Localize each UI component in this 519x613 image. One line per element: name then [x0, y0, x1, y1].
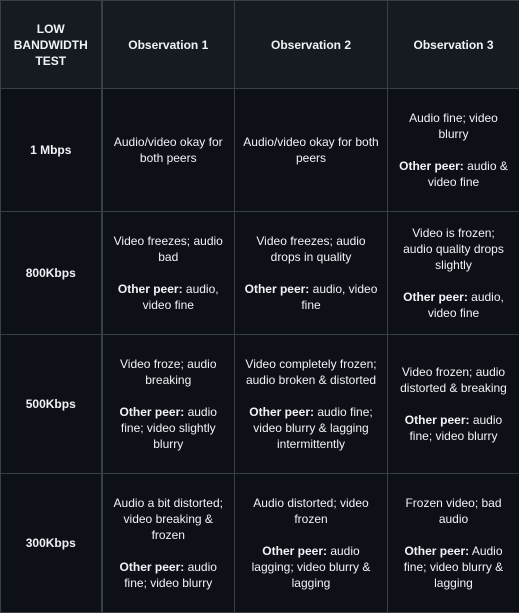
- table-cell: [102, 212, 235, 335]
- cell-peer-text: [396, 289, 511, 321]
- table-row: [1, 89, 519, 212]
- peer-label: Other peer:: [404, 544, 469, 558]
- header-observation-1: Observation 1: [102, 1, 235, 89]
- table-cell: [388, 335, 519, 474]
- cell-peer-text: [109, 404, 229, 452]
- peer-value: audio & video fine: [428, 159, 508, 189]
- peer-value: audio fine; video slightly blurry: [121, 405, 217, 451]
- peer-value: audio fine; video blurry & lagging intermittently: [253, 405, 372, 451]
- peer-value: audio fine; video blurry: [124, 560, 217, 590]
- table-row: [1, 335, 519, 474]
- peer-value: audio fine; video blurry: [409, 413, 502, 443]
- cell-peer-text: [241, 543, 381, 591]
- cell-main-text: Audio/video okay for both peers: [109, 134, 229, 166]
- header-test: LOW BANDWIDTH TEST: [1, 1, 102, 89]
- peer-label: Other peer:: [249, 405, 314, 419]
- peer-label: Other peer:: [120, 405, 185, 419]
- row-label: 300Kbps: [1, 474, 102, 613]
- table-cell: [235, 212, 388, 335]
- row-label: 800Kbps: [1, 212, 102, 335]
- peer-label: Other peer:: [399, 159, 464, 173]
- table-cell: [388, 474, 519, 613]
- cell-peer-text: [396, 543, 511, 591]
- header-observation-3: Observation 3: [388, 1, 519, 89]
- peer-value: audio, video fine: [143, 282, 219, 312]
- table-row: [1, 474, 519, 613]
- header-observation-2: Observation 2: [235, 1, 388, 89]
- table-cell: [235, 335, 388, 474]
- peer-label: Other peer:: [120, 560, 185, 574]
- cell-peer-text: [109, 559, 229, 591]
- table-row: [1, 212, 519, 335]
- table-cell: [102, 335, 235, 474]
- cell-main-text: Video completely frozen; audio broken & distorted: [241, 356, 381, 388]
- cell-peer-text: [241, 281, 381, 313]
- table-cell: [102, 474, 235, 613]
- peer-label: Other peer:: [262, 544, 327, 558]
- cell-main-text: Audio a bit distorted; video breaking & frozen: [109, 495, 229, 543]
- cell-main-text: Video is frozen; audio quality drops slightly: [396, 225, 511, 273]
- peer-value: Audio fine; video blurry & lagging: [404, 544, 503, 590]
- peer-label: Other peer:: [403, 290, 468, 304]
- cell-peer-text: [109, 281, 229, 313]
- table-cell: [102, 89, 235, 212]
- cell-peer-text: [241, 404, 381, 452]
- cell-main-text: Video freezes; audio drops in quality: [241, 233, 381, 265]
- cell-main-text: Audio distorted; video frozen: [241, 495, 381, 527]
- table-header-row: [1, 1, 519, 89]
- cell-main-text: Video freezes; audio bad: [109, 233, 229, 265]
- cell-peer-text: [396, 158, 511, 190]
- peer-label: Other peer:: [245, 282, 310, 296]
- row-label: 1 Mbps: [1, 89, 102, 212]
- table-cell: [388, 89, 519, 212]
- cell-main-text: Video froze; audio breaking: [109, 356, 229, 388]
- cell-main-text: Frozen video; bad audio: [396, 495, 511, 527]
- cell-main-text: Audio fine; video blurry: [396, 110, 511, 142]
- peer-value: audio lagging; video blurry & lagging: [252, 544, 371, 590]
- cell-main-text: Video frozen; audio distorted & breaking: [396, 364, 511, 396]
- peer-value: audio, video fine: [301, 282, 377, 312]
- table-cell: [235, 474, 388, 613]
- cell-main-text: Audio/video okay for both peers: [241, 134, 381, 166]
- cell-peer-text: [396, 412, 511, 444]
- row-label: 500Kbps: [1, 335, 102, 474]
- peer-label: Other peer:: [118, 282, 183, 296]
- table-cell: [388, 212, 519, 335]
- table-cell: [235, 89, 388, 212]
- peer-value: audio, video fine: [428, 290, 504, 320]
- peer-label: Other peer:: [405, 413, 470, 427]
